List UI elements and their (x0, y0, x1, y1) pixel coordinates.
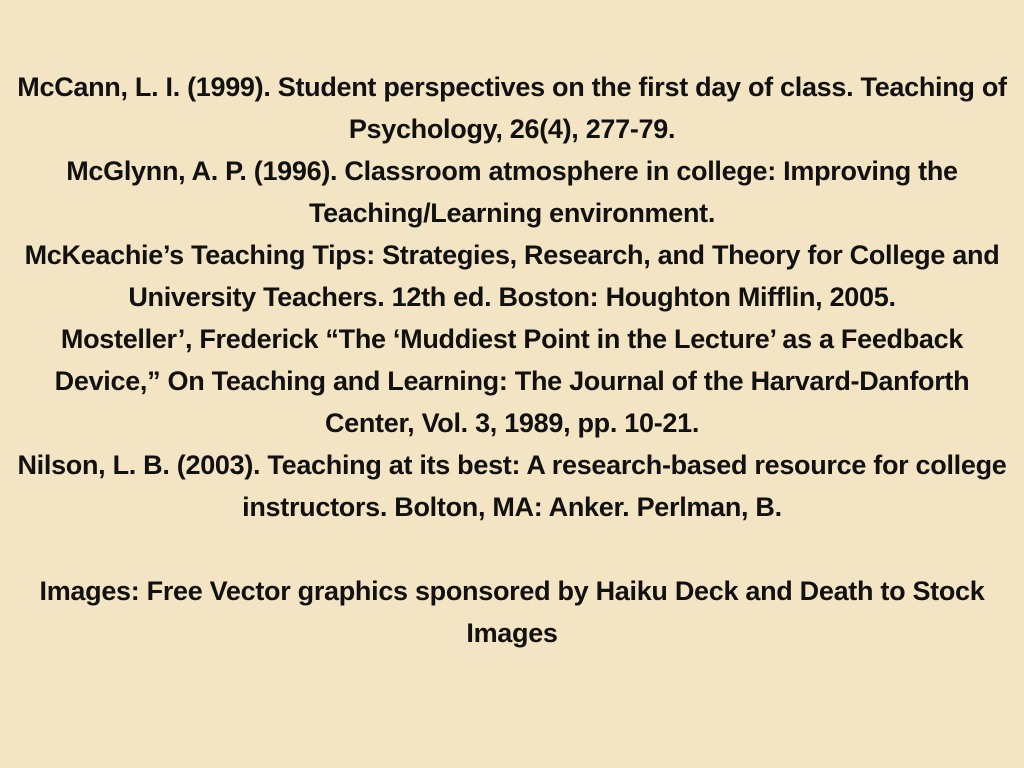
reference-item: McCann, L. I. (1999). Student perspectives on the first day of class. Teaching of Psychology, 26(4), 277-79. (17, 72, 1007, 144)
reference-item: McKeachie’s Teaching Tips: Strategies, Research, and Theory for College and University Teachers. 12th ed. Boston: Houghton Mifflin, 2005. (24, 240, 1000, 312)
spacer (12, 528, 1012, 570)
reference-item: Nilson, L. B. (2003). Teaching at its best: A research-based resource for college instructors. Bolton, MA: Anker. Perlman, B. (17, 450, 1007, 522)
references-block (12, 66, 1012, 654)
reference-item: Mosteller’, Frederick “The ‘Muddiest Point in the Lecture’ as a Feedback Device,” On Teaching and Learning: The Journal of the Harvard-Danforth Center, Vol. 3, 1989, pp. 10-21. (54, 324, 970, 438)
reference-item: McGlynn, A. P. (1996). Classroom atmosphere in college: Improving the Teaching/Learning environment. (66, 156, 958, 228)
image-credits: Images: Free Vector graphics sponsored by Haiku Deck and Death to Stock Images (39, 576, 985, 648)
